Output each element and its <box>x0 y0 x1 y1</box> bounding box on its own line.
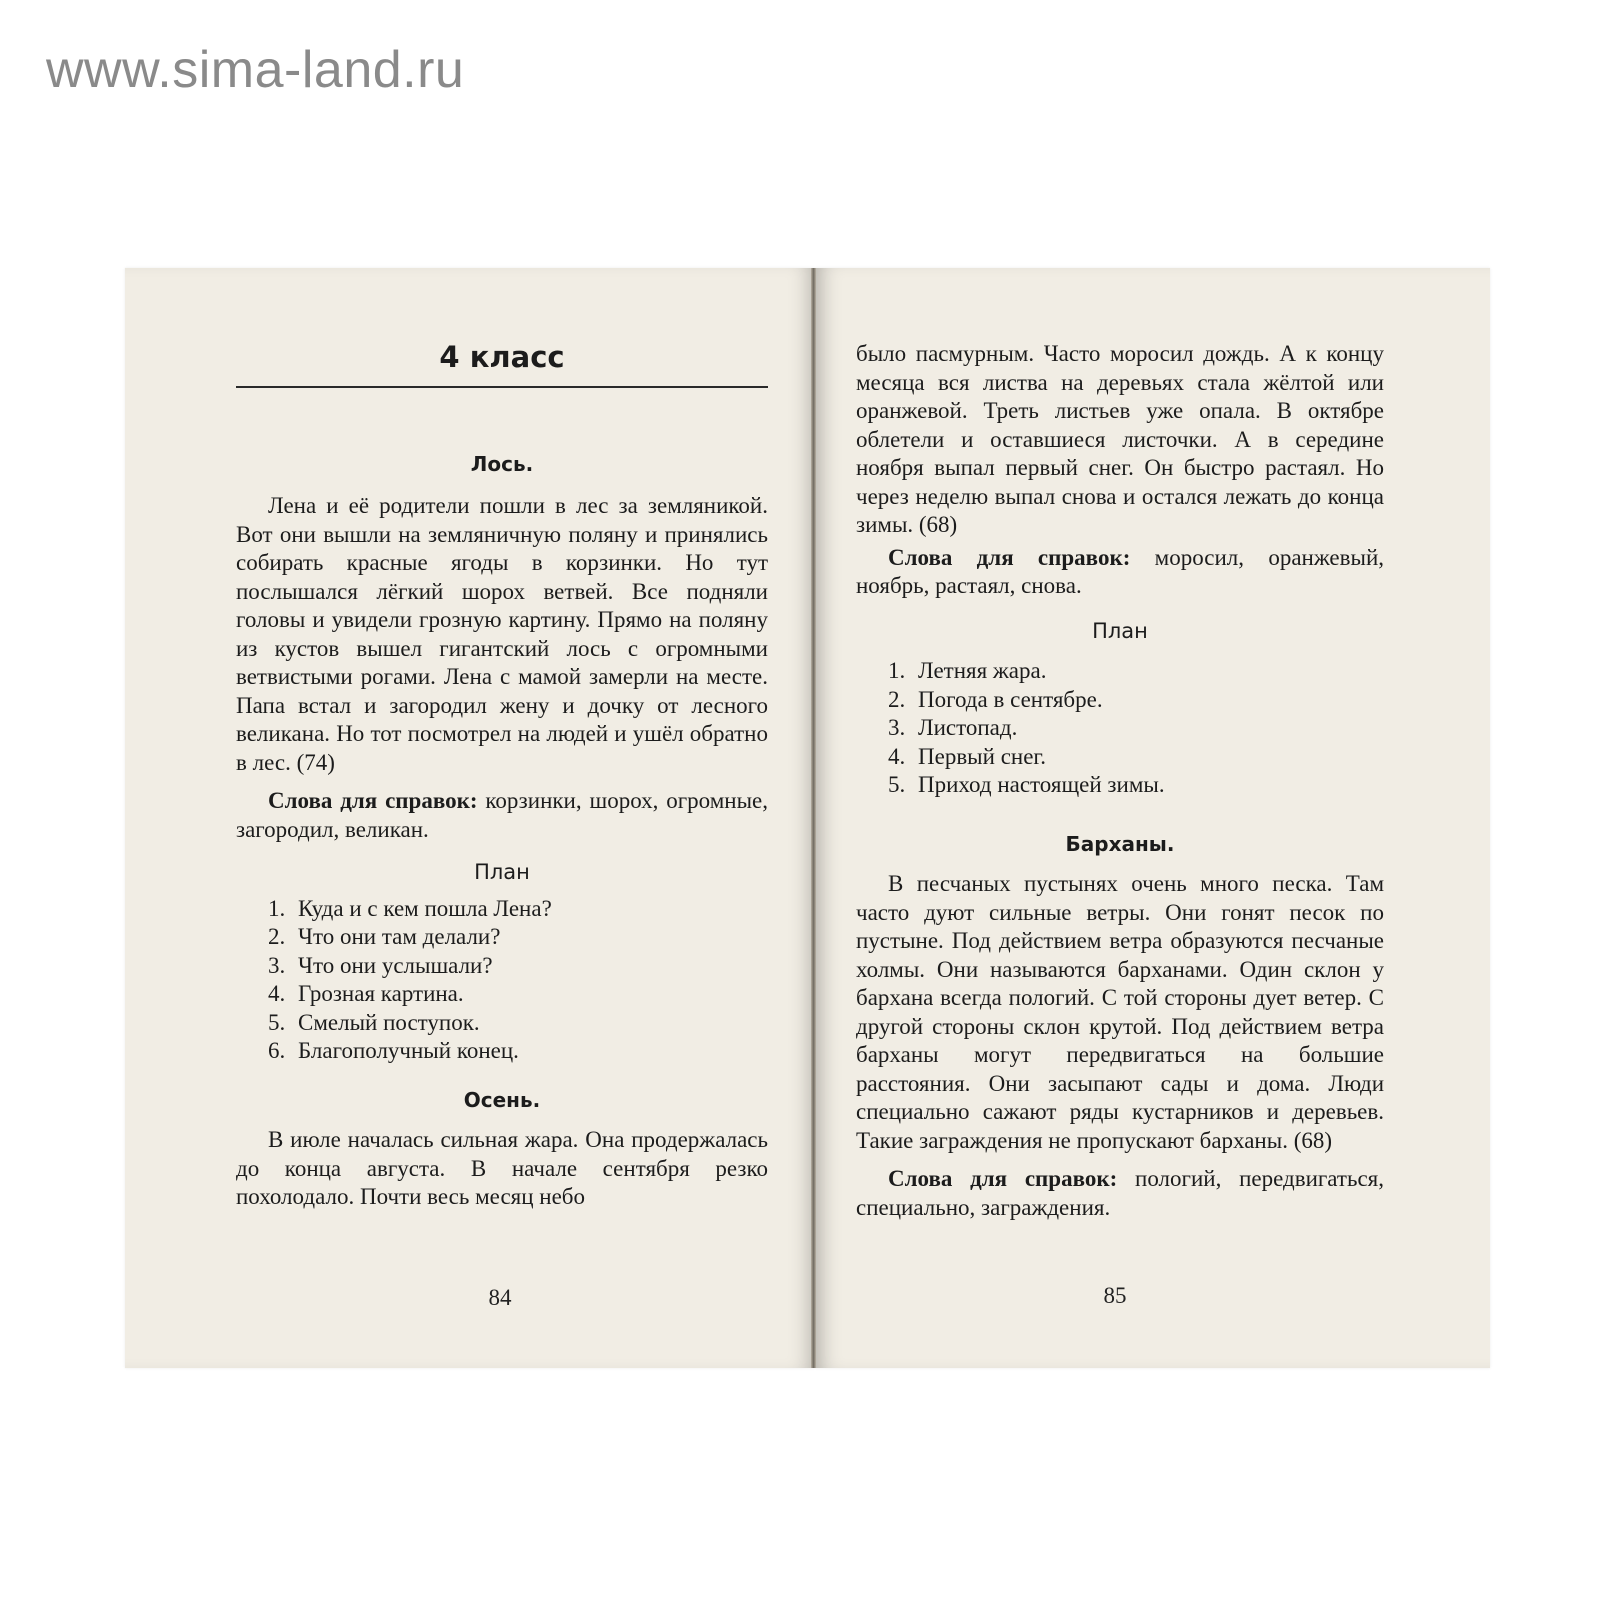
left-page-content <box>236 340 769 1212</box>
page-number-left: 84 <box>488 1285 512 1310</box>
plan-item <box>268 923 768 952</box>
plan-item-text: Смелый поступок. <box>298 1009 480 1035</box>
reference-words-label: Слова для справок: <box>888 1166 1118 1191</box>
plan-title: План <box>1092 618 1148 643</box>
plan-item-text: Летняя жара. <box>918 658 1047 683</box>
plan-item-number: 3. <box>888 715 906 740</box>
section-title-los: Лось. <box>470 451 534 476</box>
plan-item-number: 3. <box>268 952 286 978</box>
plan-item <box>268 1037 768 1066</box>
plan-item <box>268 1009 768 1038</box>
plan-item-number: 6. <box>268 1038 286 1063</box>
reference-words-list: моросил, оранжевый, ноябрь, растаял, снова. <box>856 544 1385 598</box>
plan-item-number: 4. <box>888 743 906 769</box>
plan-item-number: 1. <box>268 895 286 921</box>
section-title-barhany: Барханы. <box>1065 831 1175 856</box>
page-number-right: 85 <box>1103 1283 1127 1308</box>
plan-item <box>888 686 1384 715</box>
plan-item-number: 2. <box>888 686 906 712</box>
plan-item-text: Грозная картина. <box>298 981 464 1006</box>
plan-item-number: 5. <box>268 1009 286 1035</box>
reference-words-osen <box>856 544 1384 601</box>
reference-words-los <box>236 787 768 844</box>
plan-item <box>268 895 768 924</box>
section-text-los: Лена и её родители пошли в лес за земляникой. Вот они вышли на земляничную поляну и принялись собирать красные ягоды в корзинки. Но тут послышался лёгкий шорох ветвей. Все подняли головы и увидели грозную картину. Прямо на поляну из кустов вышел гигантский лось с огромными ветвистыми рогами. Лена с мамой замерли на месте. Папа встал и загородил жену и дочку от лесного великана. Но тот посмотрел на людей и ушёл обратно в лес. (74) <box>236 493 768 775</box>
reference-words-label: Слова для справок: <box>268 788 478 813</box>
reference-words-list: пологий, передвигаться, специально, заграждения. <box>856 1166 1385 1220</box>
plan-item-text: Что они там делали? <box>298 924 501 949</box>
plan-item-number: 5. <box>888 772 906 797</box>
plan-item <box>268 952 768 981</box>
section-title-osen: Осень. <box>463 1087 541 1112</box>
watermark-url: www.sima-land.ru <box>46 41 465 99</box>
section-text-barhany: В песчаных пустынях очень много песка. Там часто дуют сильные ветры. Они гонят песок по пустыне. Под действием ветра образуются песчаные холмы. Они называются барханами. Один склон у бархана всегда пологий. С той стороны дует ветер. С другой стороны склон крутой. Под действием ветра барханы могут передвигаться на большие расстояния. Они засыпают сады и дома. Люди специально сажают ряды кустарников и деревьев. Такие заграждения не пропускают барханы. (68) <box>856 871 1384 1153</box>
plan-item-number: 4. <box>268 981 286 1006</box>
plan-list-los <box>236 895 768 1066</box>
section-text-osen-end: было пасмурным. Часто моросил дождь. А к концу месяца вся листва на деревьях стала жёлтой или оранжевой. Треть листьев уже опала. В октябре облетели и оставшиеся листочки. А в середине ноября выпал первый снег. Он быстро растаял. Но через неделю выпал снова и остался лежать до конца зимы. (68) <box>856 341 1384 537</box>
plan-item <box>888 771 1384 800</box>
plan-item-text: Что они услышали? <box>298 952 493 978</box>
plan-item-text: Первый снег. <box>918 743 1047 769</box>
plan-item-number: 1. <box>888 658 906 683</box>
plan-item <box>888 657 1384 686</box>
reference-words-list: корзинки, шорох, огромные, загородил, великан. <box>236 788 769 842</box>
plan-item-text: Погода в сентябре. <box>918 686 1103 712</box>
right-page-content <box>856 340 1384 1222</box>
plan-item <box>888 714 1384 743</box>
plan-item-text: Куда и с кем пошла Лена? <box>298 895 552 921</box>
chapter-title: 4 класс <box>236 343 768 388</box>
plan-item <box>888 743 1384 772</box>
reference-words-label: Слова для справок: <box>888 544 1131 570</box>
plan-item-text: Листопад. <box>918 715 1018 740</box>
plan-item-number: 2. <box>268 924 286 949</box>
section-text-osen-start: В июле началась сильная жара. Она продержалась до конца августа. В начале сентября резко похолодало. Почти весь месяц небо <box>236 1127 768 1209</box>
plan-item-text: Приход настоящей зимы. <box>918 772 1165 797</box>
plan-title: План <box>474 860 530 884</box>
book-spine <box>811 268 816 1368</box>
plan-list-osen <box>856 657 1384 800</box>
plan-item-text: Благополучный конец. <box>298 1038 519 1063</box>
plan-item <box>268 980 768 1009</box>
reference-words-barhany <box>856 1165 1384 1222</box>
